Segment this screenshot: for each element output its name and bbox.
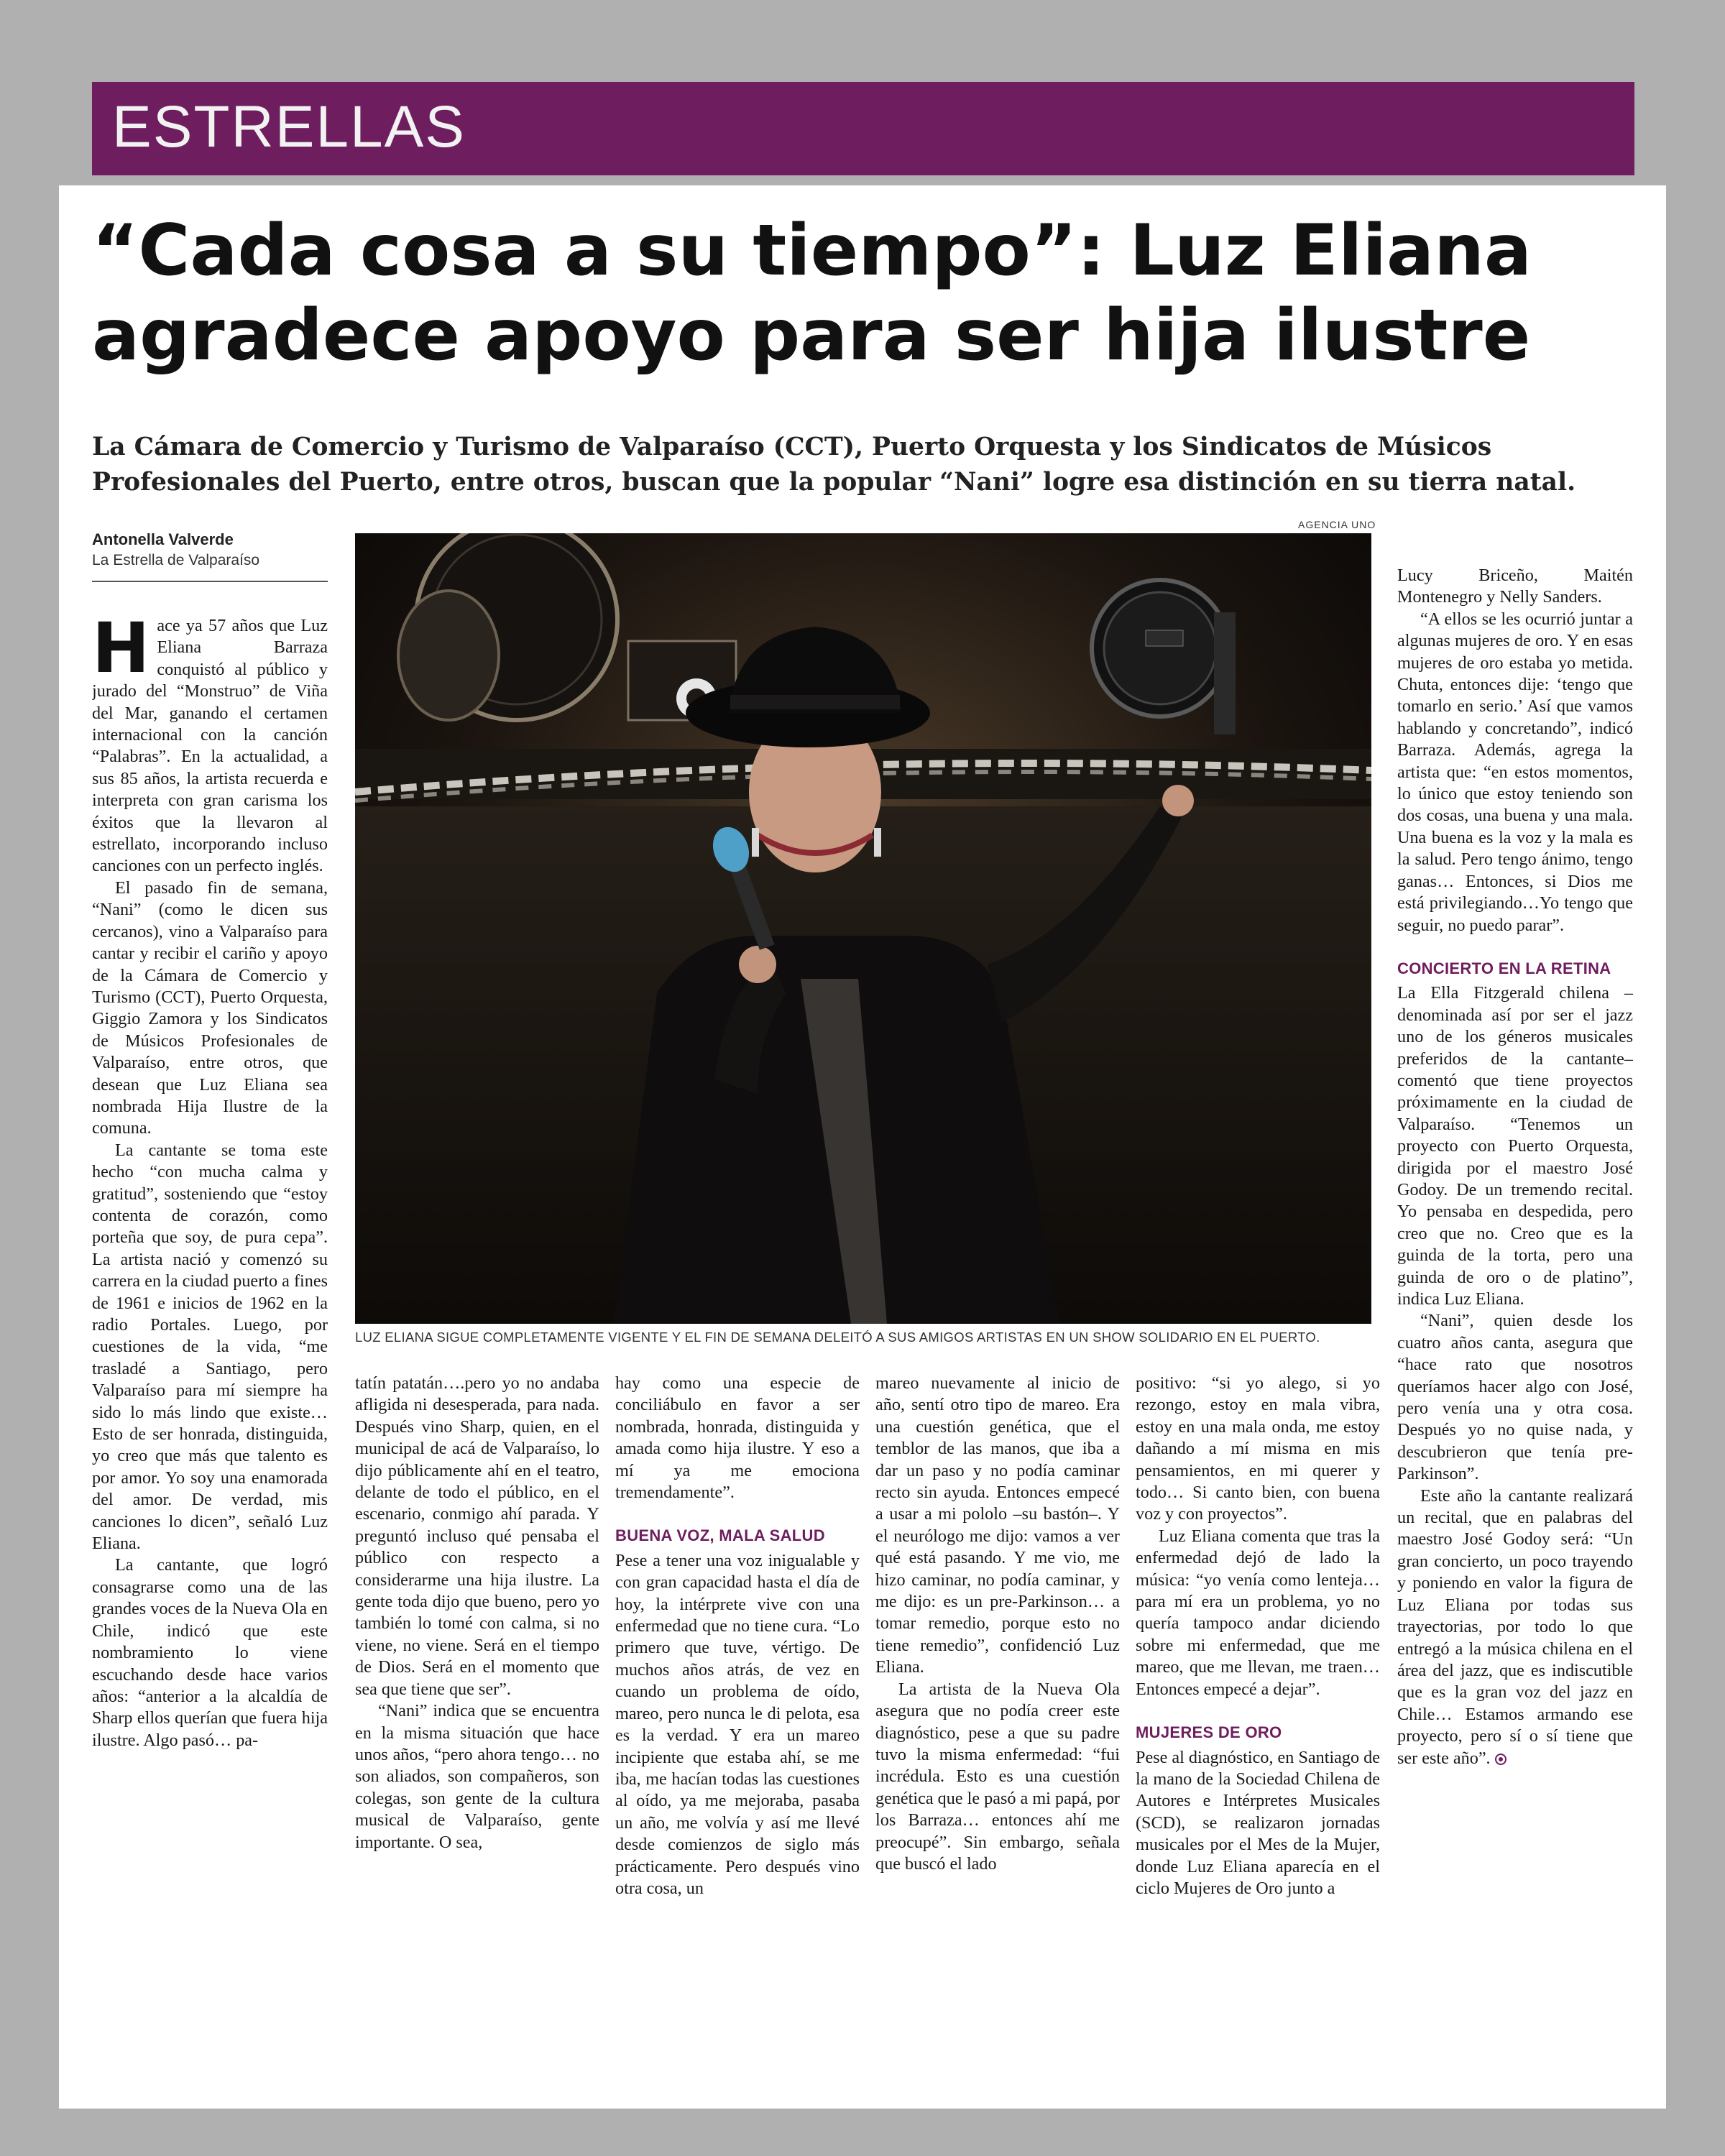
- article-column-5: [1136, 1373, 1380, 2034]
- paragraph-text: Este año la cantante realizará un recital, que en palabras del maestro José Godoy será: “Un gran concierto, un poco trayendo y poniendo en valor la figura de Luz Eliana por todas sus trayectorias, por todo lo que entregó a la música chilena en el área del jazz, que es indiscutible que es la gran voz del jazz en Chile… Estamos armando ese proyecto, pero sí o sí tiene que ser este año”.: [1397, 1485, 1633, 1768]
- paragraph: hay como una especie de conciliábulo en favor a ser nombrada, honrada, distinguida y amada como hija ilustre. Y eso a mí ya me emociona tremendamente”.: [615, 1373, 860, 1503]
- byline-author: Antonella Valverde: [92, 530, 234, 548]
- paragraph-text: ace ya 57 años que Luz Eliana Barraza conquistó al público y jurado del “Monstruo” de Viña del Mar, ganando el certamen internacional con la canción “Palabras”. En la actualidad, a sus 85 años, la artista recuerda e interpreta con gran carisma los éxitos que la llevaron al estrellato, incorporando incluso canciones con un perfecto inglés.: [92, 616, 328, 876]
- paragraph: [92, 615, 328, 877]
- subheading-mujeres-de-oro: MUJERES DE ORO: [1136, 1723, 1282, 1742]
- article-column-1: [92, 615, 328, 2060]
- subheading-buena-voz: BUENA VOZ, MALA SALUD: [615, 1526, 825, 1545]
- article-column-4: [875, 1373, 1120, 2034]
- paragraph: positivo: “si yo alego, si yo rezongo, estoy en mala vibra, estoy en una mala onda, me estoy dañando a mí misma en mis pensamientos, en mi querer y todo… Si canto bien, con buena voz y con proyectos”.: [1136, 1373, 1380, 1524]
- paragraph: La artista de la Nueva Ola asegura que no podía creer este diagnóstico, pese a que su padre tuvo la misma enfermedad: “fui incrédula. Esto es una cuestión genética que le pasó a mi papá, por los Barraza… entonces ahí me preocupé”. Sin embargo, señala que buscó el lado: [875, 1679, 1120, 1874]
- byline-outlet: La Estrella de Valparaíso: [92, 552, 260, 568]
- paragraph: “Nani” indica que se encuentra en la misma situación que hace unos años, “pero ahora tengo… no son aliados, son compañeros, son colegas, son gente de la cultura musical de Valparaíso, gente importante. O sea,: [355, 1701, 599, 1852]
- byline-divider: [92, 581, 328, 582]
- section-header-bar: [92, 82, 1634, 175]
- subheading-concierto: CONCIERTO EN LA RETINA: [1397, 959, 1611, 977]
- paragraph: tatín patatán….pero yo no andaba afligida ni desesperada, para nada. Después vino Sharp, quien, en el municipal de acá de Valparaíso, lo dijo públicamente ahí en el teatro, delante de todo el público, en el escenario, conmigo ahí parada. Y preguntó incluso qué pensaba el público con respecto a considerarme una hija ilustre. La gente toda dijo que bueno, pero yo también lo tomé con calma, si no viene, no viene. Será en el tiempo de Dios. Será en el momento que sea que tiene que ser”.: [355, 1373, 599, 1699]
- article-column-6: [1397, 565, 1633, 2031]
- paragraph: Pese al diagnóstico, en Santiago de la mano de la Sociedad Chilena de Autores e Intérpretes Musicales (SCD), se realizaron jornadas musicales por el Mes de la Mujer, donde Luz Eliana aparecía en el ciclo Mujeres de Oro junto a: [1136, 1747, 1380, 1898]
- paragraph: [1397, 1485, 1633, 1769]
- paragraph: “A ellos se les ocurrió juntar a algunas mujeres de oro. Y en esas mujeres de oro estaba yo metida. Chuta, entonces dije: ‘tengo que tomarlo en serio.’ Así que vamos hablando y concretando”, indicó Barraza. Además, agrega la artista que: “en estos momentos, lo único que estoy teniendo son dos cosas, una buena y una mala. Una buena es la voz y la mala es la salud. Pero tengo ánimo, tengo ganas… Entonces, si Dios me está privilegiando…Yo tengo que seguir, no puedo parar”.: [1397, 609, 1633, 935]
- paragraph: La cantante, que logró consagrarse como una de las grandes voces de la Nueva Ola en Chile, indicó que este nombramiento lo viene escuchando desde hace varios años: “anterior a la alcaldía de Sharp ellos querían que fuera hija ilustre. Algo pasó… pa-: [92, 1555, 328, 1750]
- paragraph: El pasado fin de semana, “Nani” (como le dicen sus cercanos), vino a Valparaíso para cantar y recibir el cariño y apoyo de la Cámara de Comercio y Turismo (CCT), Puerto Orquesta, Giggio Zamora y los Sindicatos de Músicos Profesionales de Valparaíso, entre otros, que desean que Luz Eliana sea nombrada Hija Ilustre de la comuna.: [92, 877, 328, 1138]
- paragraph: Lucy Briceño, Maitén Montenegro y Nelly Sanders.: [1397, 566, 1633, 607]
- drop-cap: H: [92, 615, 150, 688]
- paragraph: La Ella Fitzgerald chilena –denominada así por ser el jazz uno de los géneros musicales preferidos de la cantante– comentó que tiene proyectos próximamente en la ciudad de Valparaíso. “Tenemos un proyecto con Puerto Orquesta, dirigida por el maestro José Godoy. De un tremendo recital. Yo pensaba en despedida, pero creo que no. Creo que es la guinda de la torta, pero una guinda de oro o de platino”, indica Luz Eliana.: [1397, 983, 1633, 1309]
- paragraph: La cantante se toma este hecho “con mucha calma y gratitud”, sosteniendo que “estoy contenta de corazón, como porteña que soy, de pura cepa”. La artista nació y comenzó su carrera en la ciudad puerto a fines de 1961 e inicios de 1962 en la radio Portales. Luego, por cuestiones de la vida, “me trasladé a Santiago, pero Valparaíso para mí siempre ha sido lo más lindo que existe… Esto de ser honrada, distinguida, yo creo que más que talento es por amor. Yo soy una enamorada del amor. De verdad, mis canciones lo dicen”, señaló Luz Eliana.: [92, 1140, 328, 1554]
- paragraph: mareo nuevamente al inicio de año, sentí otro tipo de mareo. Era una cuestión genética, que el temblor de las manos, que iba a dar un paso y no podía caminar recto sin ayuda. Entonces empecé a usar a mi pololo –su bastón–. Y el neurólogo me dijo: vamos a ver qué está pasando. Y me vio, me hizo caminar, no podía caminar, y me dijo: es un pre-Parkinson… a tomar remedio, porque esto no tiene remedio”, confidenció Luz Eliana.: [875, 1373, 1120, 1677]
- deck-subheading: La Cámara de Comercio y Turismo de Valparaíso (CCT), Puerto Orquesta y los Sindicatos de Músicos Profesionales del Puerto, entre otros, buscan que la popular “Nani” logre esa distinción en su tierra natal.: [92, 433, 1576, 497]
- paragraph: Luz Eliana comenta que tras la enfermedad dejó de lado la música: “yo venía como lenteja… para mí era un problema, yo no quería tampoco andar diciendo sobre mi enfermedad, que me mareo, que me llevan, me traen… Entonces empecé a dejar”.: [1136, 1526, 1380, 1699]
- article-column-3: [615, 1373, 860, 2034]
- headline: “Cada cosa a su tiempo”: Luz Eliana agradece apoyo para ser hija ilustre: [92, 210, 1532, 377]
- photo-credit: AGENCIA UNO: [1298, 519, 1376, 530]
- article-photo: [355, 533, 1371, 1324]
- paragraph: Pese a tener una voz inigualable y con gran capacidad hasta el día de hoy, la intérprete vive con una enfermedad que no tiene cura. “Lo primero que tuve, vértigo. De muchos años atrás, de vez en cuando un problema de oído, mareo, pero nunca le di pelota, esa es la verdad. Y era un mareo incipiente que estaba ahí, se me iba, me hacían todas las cuestiones al oído, ya me mejoraba, pasaba un año, me volvía y así me llevé desde comienzos de siglo más prácticamente. Pero después vino otra cosa, un: [615, 1550, 860, 1898]
- end-mark-icon: [1495, 1754, 1506, 1765]
- article-column-2: [355, 1373, 599, 2034]
- section-title: ESTRELLAS: [112, 94, 466, 160]
- paragraph: “Nani”, quien desde los cuatro años canta, asegura que “hace rato que nosotros queríamos hacer algo con José, pero venía una y otra cosa. Después yo no quise nada, y descubrieron que tenía pre-Parkinson”.: [1397, 1311, 1633, 1484]
- photo-caption: LUZ ELIANA SIGUE COMPLETAMENTE VIGENTE Y EL FIN DE SEMANA DELEITÓ A SUS AMIGOS ARTISTAS EN UN SHOW SOLIDARIO EN EL PUERTO.: [355, 1330, 1320, 1345]
